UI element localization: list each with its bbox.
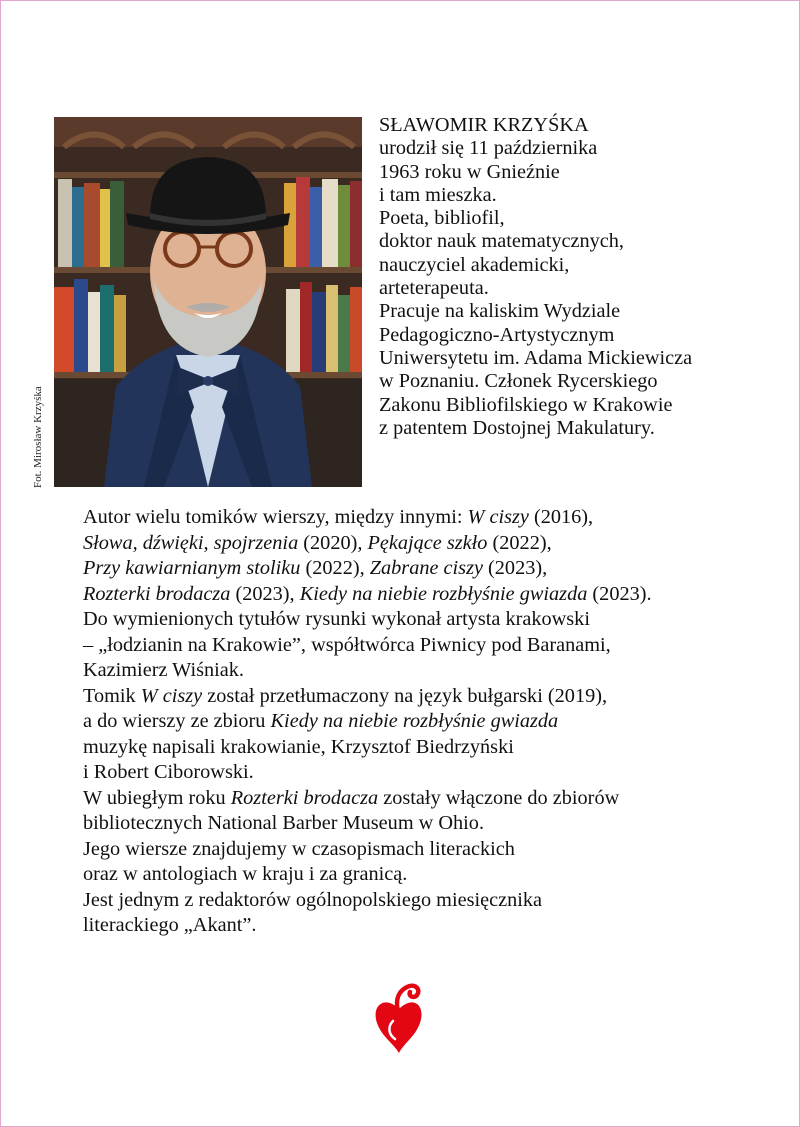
book-title: Kiedy na niebie rozbłyśnie gwiazda bbox=[299, 582, 588, 605]
heart-cherry-logo-icon bbox=[373, 981, 425, 1055]
bio-long-line bbox=[83, 505, 783, 531]
bio-line: doktor nauk matematycznych, bbox=[379, 230, 624, 253]
text: (2020) bbox=[298, 531, 358, 554]
text: W ubiegłym roku bbox=[83, 786, 231, 809]
bio-long-line: Do wymienionych tytułów rysunki wykonał artysta krakowski bbox=[83, 608, 590, 630]
author-portrait bbox=[54, 117, 362, 487]
bio-short bbox=[379, 114, 779, 440]
bio-line: z patentem Dostojnej Makulatury. bbox=[379, 416, 655, 439]
text: Tomik bbox=[83, 684, 141, 707]
text: (2022), bbox=[487, 531, 552, 554]
text: został przetłumaczony na język bułgarski (2019), bbox=[202, 684, 608, 707]
book-title: Słowa, dźwięki, spojrzenia bbox=[83, 531, 299, 554]
bio-line: Pedagogiczno-Artystycznym bbox=[379, 323, 615, 346]
bio-long-line: Kazimierz Wiśniak. bbox=[83, 659, 245, 681]
bio-long-line: – „łodzianin na Krakowie”, współtwórca Piwnicy pod Baranami, bbox=[83, 633, 611, 656]
book-title: Rozterki brodacza bbox=[230, 786, 379, 809]
book-title: W ciszy bbox=[140, 684, 203, 707]
bio-long-line: oraz w antologiach w kraju i za granicą. bbox=[83, 863, 408, 885]
text: Autor wielu tomików wierszy, między innymi: bbox=[83, 506, 468, 528]
bio-long-line: i Robert Ciborowski. bbox=[83, 761, 254, 783]
bio-line: Poeta, bibliofil, bbox=[379, 207, 505, 230]
bio-long-line: literackiego „Akant”. bbox=[83, 914, 257, 936]
bio-line: Uniwersytetu im. Adama Mickiewicza bbox=[379, 346, 693, 369]
book-title: , Pękające szkło bbox=[357, 531, 488, 554]
bio-line: Pracuje na kaliskim Wydziale bbox=[379, 300, 621, 323]
bio-line: 1963 roku w Gnieźnie bbox=[379, 160, 560, 183]
bio-long bbox=[83, 505, 783, 939]
book-title: Zabrane ciszy bbox=[369, 557, 483, 579]
bio-long-line bbox=[83, 582, 783, 608]
book-title: Kiedy na niebie rozbłyśnie gwiazda bbox=[270, 710, 559, 732]
bio-line: Zakonu Bibliofilskiego w Krakowie bbox=[379, 393, 673, 416]
text: (2023), bbox=[230, 582, 300, 605]
book-title: W ciszy bbox=[467, 506, 529, 528]
bio-long-line: bibliotecznych National Barber Museum w Ohio. bbox=[83, 812, 485, 834]
bio-long-line: muzykę napisali krakowianie, Krzysztof Biedrzyński bbox=[83, 735, 514, 758]
book-title: Przy kawiarnianym stoliku bbox=[83, 557, 301, 579]
bio-long-line bbox=[83, 684, 783, 710]
text: (2022), bbox=[300, 557, 370, 579]
bio-line: i tam mieszka. bbox=[379, 183, 497, 206]
photo-credit: Fot. Mirosław Krzyśka bbox=[32, 386, 44, 488]
bio-long-line: Jego wiersze znajdujemy w czasopismach literackich bbox=[83, 837, 515, 860]
bio-line: nauczyciel akademicki, bbox=[379, 253, 570, 276]
bio-line: urodził się 11 października bbox=[379, 137, 598, 160]
bio-long-line bbox=[83, 531, 783, 557]
text: zostały włączone do zbiorów bbox=[378, 786, 620, 809]
bio-line: w Poznaniu. Członek Rycerskiego bbox=[379, 370, 658, 393]
author-name: SŁAWOMIR KRZYŚKA bbox=[379, 114, 589, 136]
text: (2023), bbox=[482, 557, 548, 579]
book-title: Rozterki brodacza bbox=[83, 582, 231, 605]
bio-long-line bbox=[83, 786, 783, 812]
bio-long-line bbox=[83, 709, 783, 735]
bio-long-line: Jest jednym z redaktorów ogólnopolskiego miesięcznika bbox=[83, 888, 543, 911]
bio-line: arteterapeuta. bbox=[379, 277, 489, 300]
text: a do wierszy ze zbioru bbox=[83, 710, 271, 732]
text: (2016), bbox=[528, 506, 594, 528]
text: (2023). bbox=[587, 582, 652, 605]
bio-long-line bbox=[83, 556, 783, 582]
